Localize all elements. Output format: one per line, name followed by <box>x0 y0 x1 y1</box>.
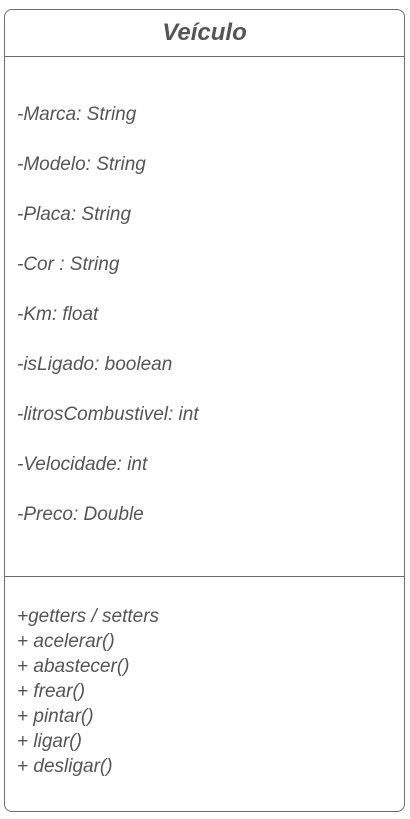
attribute-cor: -Cor : String <box>17 254 120 275</box>
method-acelerar: + acelerar() <box>17 631 115 652</box>
method-frear: + frear() <box>17 681 86 702</box>
attribute-marca: -Marca: String <box>17 104 137 125</box>
attribute-modelo: -Modelo: String <box>17 154 146 175</box>
class-name: Veículo <box>162 19 247 46</box>
attribute-km: -Km: float <box>17 304 99 325</box>
attribute-placa: -Placa: String <box>17 204 132 225</box>
method-desligar: + desligar() <box>17 756 113 777</box>
uml-class-box[interactable] <box>4 9 405 812</box>
methods-section <box>17 604 159 779</box>
method-abastecer: + abastecer() <box>17 656 130 677</box>
attribute-isligado: -isLigado: boolean <box>17 354 173 375</box>
method-getters-setters: +getters / setters <box>17 606 160 627</box>
attribute-litroscombustivel: -litrosCombustivel: int <box>17 404 199 425</box>
class-header <box>5 10 404 57</box>
attribute-preco: -Preco: Double <box>17 504 144 525</box>
attributes-section <box>5 57 404 577</box>
method-pintar: + pintar() <box>17 706 94 727</box>
attribute-velocidade: -Velocidade: int <box>17 454 148 475</box>
method-ligar: + ligar() <box>17 731 82 752</box>
